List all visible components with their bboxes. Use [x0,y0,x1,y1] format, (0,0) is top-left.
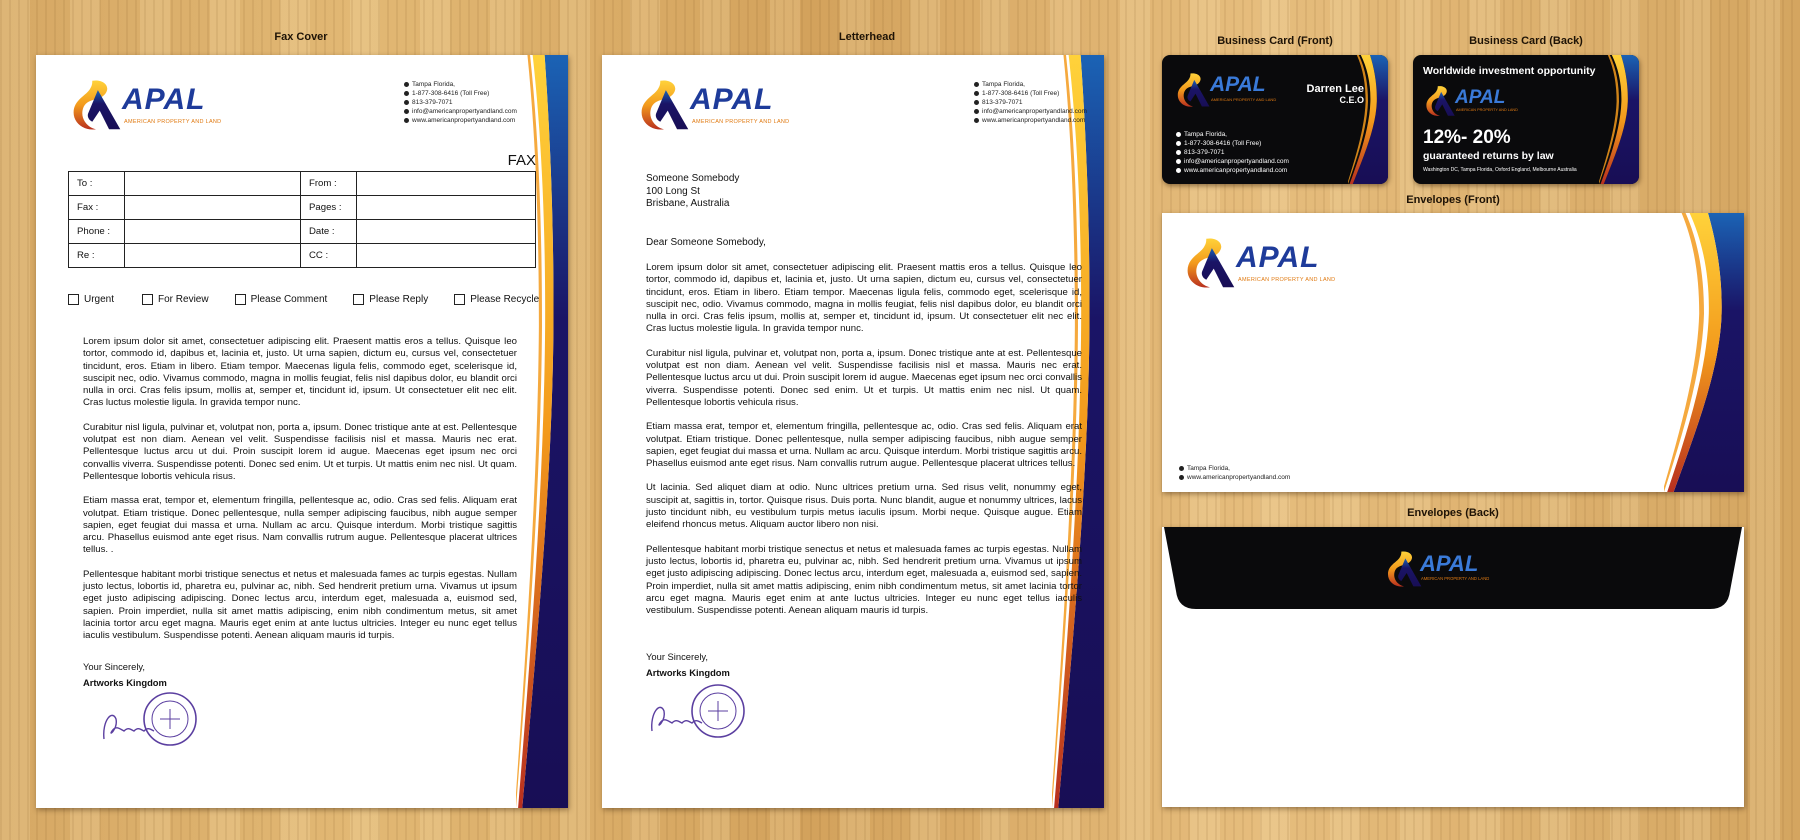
fax-field-re[interactable] [125,244,301,268]
apal-logo [636,75,816,135]
fax-cover-sheet [36,55,568,808]
contact-web: www.americanpropertyandland.com [1184,167,1288,174]
business-card-back [1413,55,1639,184]
contact-web: www.americanpropertyandland.com [412,117,516,124]
fax-sign-off [83,659,167,691]
swoosh-decoration [1599,55,1639,184]
envelope-back-title: Envelopes (Back) [1407,507,1499,519]
logo-wordmark: APAL [1420,551,1479,576]
contact-block [404,80,517,125]
signer-name: Artworks Kingdom [83,677,167,688]
fax-paragraph: Pellentesque habitant morbi tristique senectus et netus et malesuada fames ac turpis egestas. Nullam justo lectus, lobortis id, pharetra eu, pulvinar ac, nibh. Sed hendrerit pretium urna. Vivamus ut ipsum eget justo adipiscing adipiscing. Donec lectus arcu, interdum eget, malesuada a, euismod sed, sapien. Proin imperdiet, nulla sit amet mattis adipiscing, enim nibh condimentum metus, sit amet lacinia tortor arcu eget magna. Mauris eget enim at ante luctus ultricies. Integer eu nunc eget tellus iaculis vestibulum. Suspendisse potenti. Aenean aliquam mauris id turpis. [83,568,517,642]
swoosh-decoration [1664,213,1744,492]
location-icon [1179,466,1184,471]
fax-paragraph: Etiam massa erat, tempor et, elementum fringilla, pellentesque ac, odio. Cras sed felis. Aliquam erat volutpat. Etiam tristique. Donec pellentesque, nulla semper adipiscing faucibus, nibh augue semper sapien, eget feugiat dui massa et urna. Nullam ac arcu. Quisque interdum. Morbi tristique sagittis arcu. Phasellus euismod ante eget risus. Nam convallis rutrum augue. Pellentesque placerat ultrices tellus. . [83,495,517,556]
letter-paragraph: Curabitur nisl ligula, pulvinar et, volutpat non, porta a, ipsum. Donec tristique ante at est. Pellentesque volutpat est non diam. Aenean vel velit. Suspendisse facilisis nisl et massa. Mauris nec erat. Pellentesque luctus arcu ut dui. Proin suscipit lorem id augue. Maecenas eget ipsum nec orci convallis viverra. Suspendisse potenti. Donec sed enim. Ut et turpis. Ut mattis enim nec nisl. Ut quam. Pellentesque lobortis vehicula risus. [646,347,1082,408]
logo-wordmark: APAL [1455,87,1506,108]
letter-sign-off [646,649,730,681]
envelope-contact [1179,464,1290,482]
contact-location: Tampa Florida, [1187,465,1230,472]
fax-label-re: Re : [69,244,125,268]
fax-checkboxes [68,294,539,305]
checkbox-please-reply[interactable]: Please Reply [353,294,428,305]
logo-tagline: AMERICAN PROPERTY AND LAND [1238,277,1336,283]
fax-field-to[interactable] [125,172,301,196]
logo-tagline: AMERICAN PROPERTY AND LAND [1421,576,1490,581]
web-icon [404,118,409,123]
card-person-title: C.E.O [1339,95,1364,105]
logo-tagline: AMERICAN PROPERTY AND LAND [692,119,790,125]
contact-block [974,80,1087,125]
fax-details-table [68,171,536,268]
signature-and-stamp [98,691,198,749]
closing-text: Your Sincerely, [83,661,146,672]
checkbox-please-comment[interactable]: Please Comment [235,294,328,305]
web-icon [1179,475,1184,480]
fax-field-cc[interactable] [357,244,536,268]
logo-mark-icon [1182,233,1238,293]
card-back-title: Business Card (Back) [1469,35,1583,47]
web-icon [1176,168,1181,173]
phone-icon [1176,141,1181,146]
recipient-name: Someone Somebody [646,173,740,184]
contact-email: info@americanpropertyandland.com [1184,158,1289,165]
letterhead-title: Letterhead [838,31,896,43]
phone-icon [1176,150,1181,155]
checkbox-please-recycle[interactable]: Please Recycle [454,294,539,305]
phone-icon [404,91,409,96]
phone-icon [974,91,979,96]
contact-phone: 813-379-7071 [1184,149,1225,156]
business-card-front [1162,55,1388,184]
web-icon [974,118,979,123]
apal-logo [68,75,248,135]
location-icon [974,82,979,87]
contact-location: Tampa Florida, [1184,131,1227,138]
card-contact-block [1176,130,1289,175]
checkbox-for-review[interactable]: For Review [142,294,209,305]
letter-paragraph: Ut lacinia. Sed aliquet diam at odio. Nunc ultrices pretium urna. Sed risus velit, nonummy eget, suscipit at, sagittis in, tortor. Quisque risus. Duis porta. Nunc blandit, augue et nonummy ultrices, lacus justo tincidunt nibh, eu vestibulum turpis metus iaculis ipsum. Morbi neque. Quisque augue. Etiam eleifend rhoncus metus. Aliquam auctor libero non nisi. [646,482,1082,531]
fax-label-phone: Phone : [69,220,125,244]
logo-tagline: AMERICAN PROPERTY AND LAND [1211,97,1277,102]
fax-label-pages: Pages : [301,196,357,220]
contact-toll-free: 1-877-308-6416 (Toll Free) [1184,140,1262,147]
fax-heading: FAX [507,152,536,169]
contact-toll-free: 1-877-308-6416 (Toll Free) [412,90,490,97]
email-icon [1176,159,1181,164]
email-icon [404,109,409,114]
fax-field-pages[interactable] [357,196,536,220]
contact-email: info@americanpropertyandland.com [412,108,517,115]
apal-logo [1182,233,1362,293]
card-rate: 12%- 20% [1423,127,1511,148]
location-icon [404,82,409,87]
logo-mark-icon [1174,69,1212,111]
phone-icon [974,100,979,105]
contact-web: www.americanpropertyandland.com [982,117,1086,124]
fax-paragraph: Lorem ipsum dolor sit amet, consectetuer adipiscing elit. Praesent mattis eros a tellus. Quisque leo tortor, commodo id, dapibus et, lacinia et, justo. Ut urna sapien, dictum eu, cursus vel, consectetuer tincidunt, eros. Etiam in libero. Etiam tempor. Maecenas ligula felis, commodo eget, scelerisque id, suscipit nec, odio. Vivamus commodo, magna in mollis feugiat, felis nisl dapibus dolor, eu blandit orci nulla in orci. Cras felis ipsum, mollis at, semper et, tincidunt id, ipsum. Ut consectetuer elit nec elit. Cras luctus molestie ligula. In gravida tempor nunc. [83,336,517,409]
phone-icon [404,100,409,105]
envelope-front-title: Envelopes (Front) [1406,194,1500,206]
logo-mark-icon [636,75,692,135]
location-icon [1176,132,1181,137]
letter-paragraph: Lorem ipsum dolor sit amet, consectetuer adipiscing elit. Praesent mattis eros a tellus. Quisque leo tortor, commodo id, dapibus et, lacinia et, justo. Ut urna sapien, dictum eu, cursus vel, consectetuer tincidunt, eros. Etiam in libero. Etiam tempor. Maecenas ligula felis, commodo eget, scelerisque id, suscipit nec, odio. Vivamus commodo, magna in mollis feugiat, felis nisl dapibus dolor, eu blandit orci nulla in orci. Cras felis ipsum, mollis at, semper et, tincidunt id, ipsum. Ut consectetuer elit nec elit. Cras luctus molestie ligula. In gravida tempor nunc. [646,262,1082,335]
card-locations: Washington DC, Tampa Florida, Oxford England, Melbourne Australia [1423,167,1577,173]
contact-phone: 813-379-7071 [412,99,453,106]
logo-mark-icon [1423,83,1457,119]
card-subline: guaranteed returns by law [1423,150,1554,162]
letter-body-text [646,262,1082,629]
logo-wordmark: APAL [1210,73,1266,96]
fax-field-date[interactable] [357,220,536,244]
letterhead-sheet [602,55,1104,808]
logo-wordmark: APAL [1236,241,1320,274]
contact-email: info@americanpropertyandland.com [982,108,1087,115]
envelope-front [1162,213,1744,492]
logo-tagline: AMERICAN PROPERTY AND LAND [124,119,222,125]
fax-label-from: From : [301,172,357,196]
fax-label-cc: CC : [301,244,357,268]
closing-text: Your Sincerely, [646,651,709,662]
signer-name: Artworks Kingdom [646,667,730,678]
swoosh-decoration [1348,55,1388,184]
contact-location: Tampa Florida, [982,81,1025,88]
recipient-address [646,173,739,211]
recipient-city: Brisbane, Australia [646,198,730,209]
contact-phone: 813-379-7071 [982,99,1023,106]
fax-field-fax[interactable] [125,196,301,220]
checkbox-urgent[interactable]: Urgent [68,294,114,305]
fax-body-text [83,336,517,655]
logo-mark-icon [1384,547,1424,591]
fax-field-phone[interactable] [125,220,301,244]
logo-wordmark: APAL [690,83,774,116]
contact-web: www.americanpropertyandland.com [1187,474,1291,481]
letter-greeting: Dear Someone Somebody, [646,237,766,248]
letter-paragraph: Pellentesque habitant morbi tristique senectus et netus et malesuada fames ac turpis egestas. Nullam justo lectus, lobortis id, pharetra eu, pulvinar ac, nibh. Sed hendrerit pretium urna. Vivamus ut ipsum eget justo adipiscing adipiscing. Donec lectus arcu, interdum eget, malesuada a, euismod sed, sapien. Proin imperdiet, nulla sit amet mattis adipiscing, enim nibh condimentum metus, sit amet lacinia tortor arcu eget magna. Mauris eget enim at ante luctus ultricies. Integer eu nunc eget tellus iaculis vestibulum. Suspendisse potenti. Aenean aliquam mauris id turpis. [646,543,1082,617]
fax-label-date: Date : [301,220,357,244]
logo-wordmark: APAL [122,83,206,116]
logo-tagline: AMERICAN PROPERTY AND LAND [1456,108,1518,112]
fax-cover-title: Fax Cover [274,31,328,43]
card-person-name: Darren Lee [1306,83,1364,95]
card-headline: Worldwide investment opportunity [1423,65,1596,77]
fax-label-to: To : [69,172,125,196]
recipient-street: 100 Long St [646,185,700,197]
envelope-back [1162,527,1744,807]
signature-and-stamp [646,683,746,741]
contact-toll-free: 1-877-308-6416 (Toll Free) [982,90,1060,97]
letter-paragraph: Etiam massa erat, tempor et, elementum fringilla, pellentesque ac, odio. Cras sed felis. Aliquam erat volutpat. Etiam tristique. Donec pellentesque, nulla semper adipiscing faucibus, nibh augue semper sapien, eget feugiat dui massa et urna. Nullam ac arcu. Quisque interdum. Morbi tristique sagittis arcu. Phasellus euismod ante eget risus. Nam convallis rutrum augue. Pellentesque placerat ultrices tellus. [646,421,1082,470]
contact-location: Tampa Florida, [412,81,455,88]
fax-field-from[interactable] [357,172,536,196]
fax-paragraph: Curabitur nisl ligula, pulvinar et, volutpat non, porta a, ipsum. Donec tristique ante at est. Pellentesque volutpat est non diam. Aenean vel velit. Suspendisse facilisis nisl et massa. Mauris nec erat. Pellentesque luctus arcu ut dui. Proin suscipit lorem id augue. Maecenas eget ipsum nec orci convallis viverra. Suspendisse potenti. Donec sed enim. Ut et turpis. Ut mattis enim nec nisl. Ut quam. Pellentesque lobortis vehicula risus. [83,421,517,482]
email-icon [974,109,979,114]
fax-label-fax: Fax : [69,196,125,220]
card-front-title: Business Card (Front) [1217,35,1333,47]
logo-mark-icon [68,75,124,135]
